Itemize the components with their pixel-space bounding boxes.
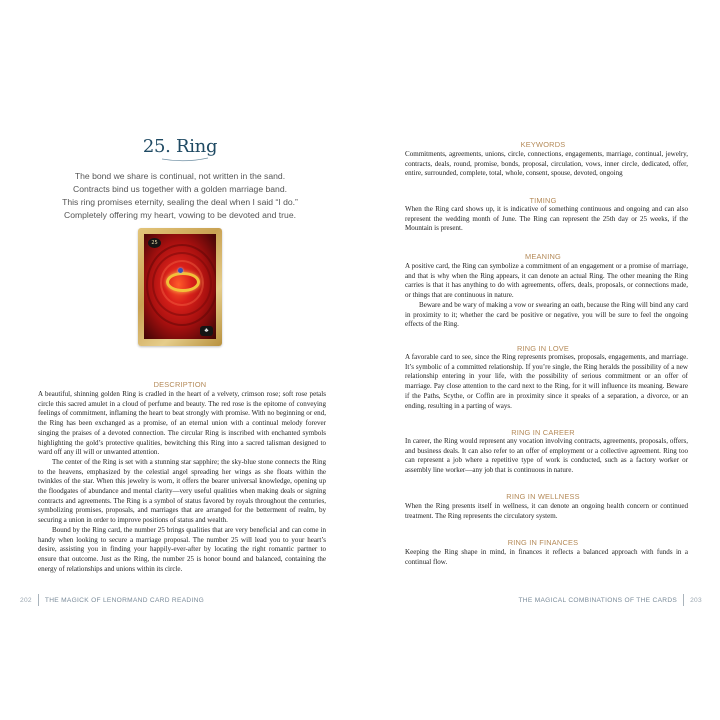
description-paragraph: A beautiful, shinning golden Ring is cradled in the heart of a velvety, crimson rose; soft rose petals circle this sacred amulet in a cloud of perfume and beauty. The red rose is the epitome of conveying feelings of commitment, inflaming the heart to beat strongly with promise. With no beginning or end, the Ring has been exchanged as a promise, of an eternal union with a continual melody forever singing the praises of a devoted connection. The circular Ring is inscribed with enchanted symbols highlighting the gold’s protective qualities, bewitching this Ring into a sacred talisman designed to ward off any ill will or unwanted attention.	[38, 390, 326, 457]
sapphire-gem-icon	[178, 268, 183, 273]
right-page	[360, 0, 720, 720]
left-footer	[20, 594, 204, 606]
timing-body	[405, 205, 688, 234]
meaning-body	[405, 262, 688, 330]
ring-in-finances-heading: RING IN FINANCES	[507, 538, 579, 547]
wellness-paragraph: When the Ring presents itself in wellness, it can denote an ongoing health concern or continued treatment. The Ring represents the circulatory system.	[405, 502, 688, 520]
ring-icon	[166, 272, 200, 292]
finances-paragraph: Keeping the Ring shape in mind, in finances it reflects a balanced approach with funds in a continual flow.	[405, 548, 688, 566]
ring-in-love-heading: RING IN LOVE	[516, 344, 570, 353]
poem-line: Contracts bind us together with a golden marriage band.	[72, 184, 288, 194]
keywords-heading: KEYWORDS	[520, 140, 566, 149]
meaning-paragraph: Beware and be wary of making a vow or swearing an oath, because the Ring will bind any card in proximity to it; whether the card be positive or negative, you will be sure to feel the ongoing effects of the Ring.	[405, 300, 688, 329]
ring-card-image	[138, 228, 222, 346]
title-flourish	[160, 156, 210, 162]
running-title: THE MAGICAL COMBINATIONS OF THE CARDS	[518, 596, 678, 604]
page-number: 203	[690, 596, 702, 604]
description-paragraph: The center of the Ring is set with a stunning star sapphire; the sky-blue stone connects the Ring to the heavens, emphasized by the celestial angel spreading her wings as she floats within the twinkles of the star. When this jewelry is worn, it offers the bearer universal knowledge, opening up the floodgates of abundance and mental clarity—very useful qualities when making deals or signing contracts and agreements. The Ring is a symbol of status favored by royals throughout the centuries, symbolizing promises, proposals, and marriages that are arranged for the betterment of realm, by securing a union in order to improve positions of status and wealth.	[38, 457, 326, 525]
ring-in-love-body	[405, 353, 688, 411]
description-body	[38, 390, 326, 574]
intro-poem	[0, 170, 360, 222]
poem-line: The bond we share is continual, not written in the sand.	[74, 171, 286, 181]
timing-paragraph: When the Ring card shows up, it is indicative of something continuous and ongoing and can also represent the wedding month of June. The Ring can represent the 25th day or 25 weeks, if the Mountain is present.	[405, 205, 688, 233]
keywords-body	[405, 150, 688, 179]
keywords-paragraph: Commitments, agreements, unions, circle, connections, engagements, marriage, continual, jewelry, contracts, deals, round, promise, bonds, proposal, circulation, vows, inner circle, dedicated, offer, entire, surrounded, complete, total, whole, consent, spouse, devoted, ongoing	[405, 150, 688, 178]
page-number: 202	[20, 596, 32, 604]
ring-in-finances-body	[405, 548, 688, 567]
timing-heading: TIMING	[529, 196, 557, 205]
poem-line: Completely offering my heart, vowing to be devoted and true.	[63, 210, 296, 220]
footer-divider	[683, 594, 684, 606]
description-heading: DESCRIPTION	[153, 380, 207, 389]
ring-in-wellness-body	[405, 502, 688, 521]
ring-in-career-heading: RING IN CAREER	[511, 428, 575, 437]
meaning-paragraph: A positive card, the Ring can symbolize a commitment of an engagement or a promise of marriage, and that is why when the Ring appears, it can denote an actual Ring. The other meaning the Ring carries is that it has anything to do with agreements, offers, deals, proposals, or connections made, or things that are continuous in nature.	[405, 262, 688, 300]
card-artwork	[144, 234, 216, 339]
ring-in-career-body	[405, 437, 688, 476]
description-paragraph: Bound by the Ring card, the number 25 brings qualities that are very beneficial and can come in handy when looking to secure a marriage proposal. The number 25 will lead you to your heart’s desire, assisting you in finding your happily-ever-after by locating the right romantic partner to ensure that outcome. Just as the Ring, the number 25 is honor bound and balanced, containing the energy of relationships and unions within its circle.	[38, 525, 326, 573]
career-paragraph: In career, the Ring would represent any vocation involving contracts, agreements, proposals, offers, and business deals. It can also refer to an offer of employment or a collective agreement. Ring too can represent a job where a repetitive type of work is conducted, such as a factory worker or assembly line worker—any job that is continuous in nature.	[405, 437, 688, 475]
card-title: 25. Ring	[142, 136, 218, 157]
poem-line: This ring promises eternity, sealing the deal when I said “I do.”	[62, 197, 298, 207]
running-title: THE MAGICK OF LENORMAND CARD READING	[44, 596, 205, 604]
ring-in-wellness-heading: RING IN WELLNESS	[506, 492, 580, 501]
meaning-heading: MEANING	[525, 252, 561, 261]
footer-divider	[38, 594, 39, 606]
right-footer	[518, 594, 702, 606]
clubs-icon: ♣	[200, 326, 213, 336]
love-paragraph: A favorable card to see, since the Ring represents promises, proposals, engagements, and marriage. It’s symbolic of a committed relationship. If you’re single, the Ring heralds the possibility of a new relationship entering in your life, with the possibility of serious commitment or an offer of marriage. Pay close attention to the card next to the Ring, for it will influence its meaning. Beware if the Paths, Scythe, or Coffin are in proximity since it speaks of a separation, a divorce, or an ending, resulting in a parting of ways.	[405, 353, 688, 410]
card-number-badge: 25	[148, 238, 161, 248]
